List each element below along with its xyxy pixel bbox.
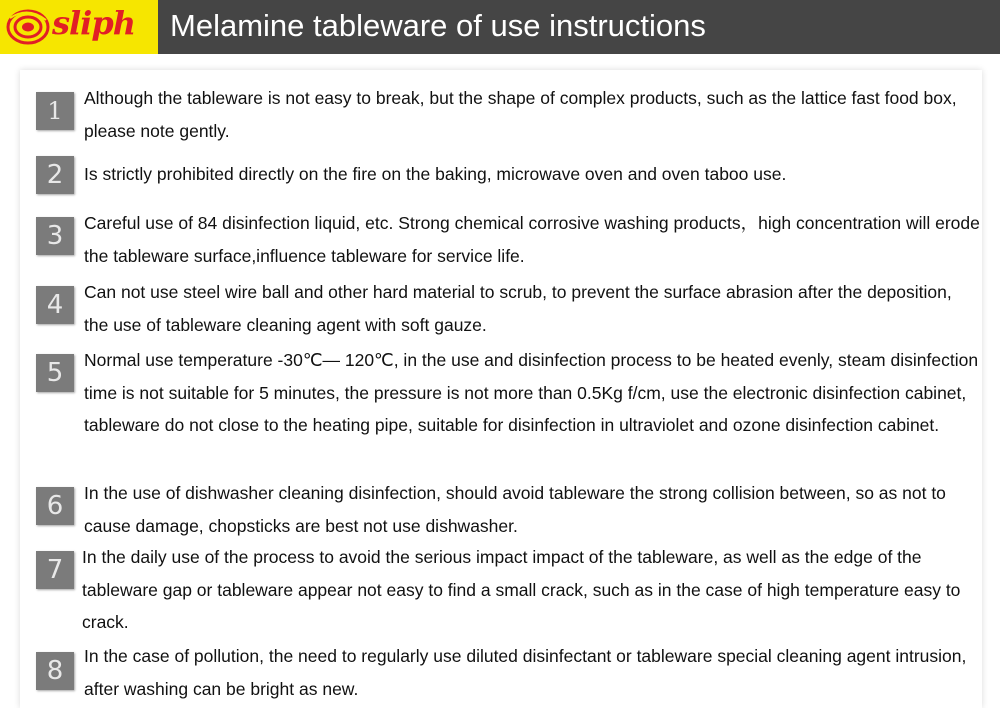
instruction-text: Although the tableware is not easy to break, but the shape of complex products, such as the lattice fast food box, please note gently. [84, 88, 957, 141]
item-number-badge: 3 [36, 217, 74, 255]
instruction-text: Careful use of 84 disinfection liquid, etc. Strong chemical corrosive washing products，high concentration will erode the tableware surface,influence tableware for service life. [84, 213, 980, 266]
item-number-badge: 5 [36, 354, 74, 392]
instruction-text: Is strictly prohibited directly on the fire on the baking, microwave oven and oven taboo use. [84, 164, 787, 184]
swirl-logo-icon [6, 8, 50, 46]
instruction-text: In the daily use of the process to avoid the serious impact impact of the tableware, as well as the edge of the tableware gap or tableware appear not easy to find a small crack, such as in the case of high temperature easy to crack. [82, 547, 961, 632]
header-bar [0, 0, 1000, 54]
page-title: Melamine tableware of use instructions [170, 8, 706, 43]
item-number-badge: 1 [36, 92, 74, 130]
logo-text: sliph [52, 4, 135, 42]
item-number-badge: 4 [36, 286, 74, 324]
brand-logo [0, 0, 158, 54]
item-number-badge: 2 [36, 156, 74, 194]
instruction-text: Normal use temperature -30℃— 120℃, in the use and disinfection process to be heated evenly, steam disinfection time is not suitable for 5 minutes, the pressure is not more than 0.5Kg f/cm, use the electronic disinfection cabinet, tableware do not close to the heating pipe, suitable for disinfection in ultraviolet and ozone disinfection cabinet. [84, 350, 979, 435]
instruction-text: Can not use steel wire ball and other hard material to scrub, to prevent the surface abrasion after the deposition, the use of tableware cleaning agent with soft gauze. [84, 282, 952, 335]
item-number-badge: 7 [36, 551, 74, 589]
instruction-text: In the case of pollution, the need to regularly use diluted disinfectant or tableware special cleaning agent intrusion, after washing can be bright as new. [84, 646, 967, 699]
item-number-badge: 8 [36, 652, 74, 690]
item-number-badge: 6 [36, 487, 74, 525]
instructions-panel [20, 70, 982, 708]
instruction-text: In the use of dishwasher cleaning disinfection, should avoid tableware the strong collision between, so as not to cause damage, chopsticks are best not use dishwasher. [84, 483, 946, 536]
